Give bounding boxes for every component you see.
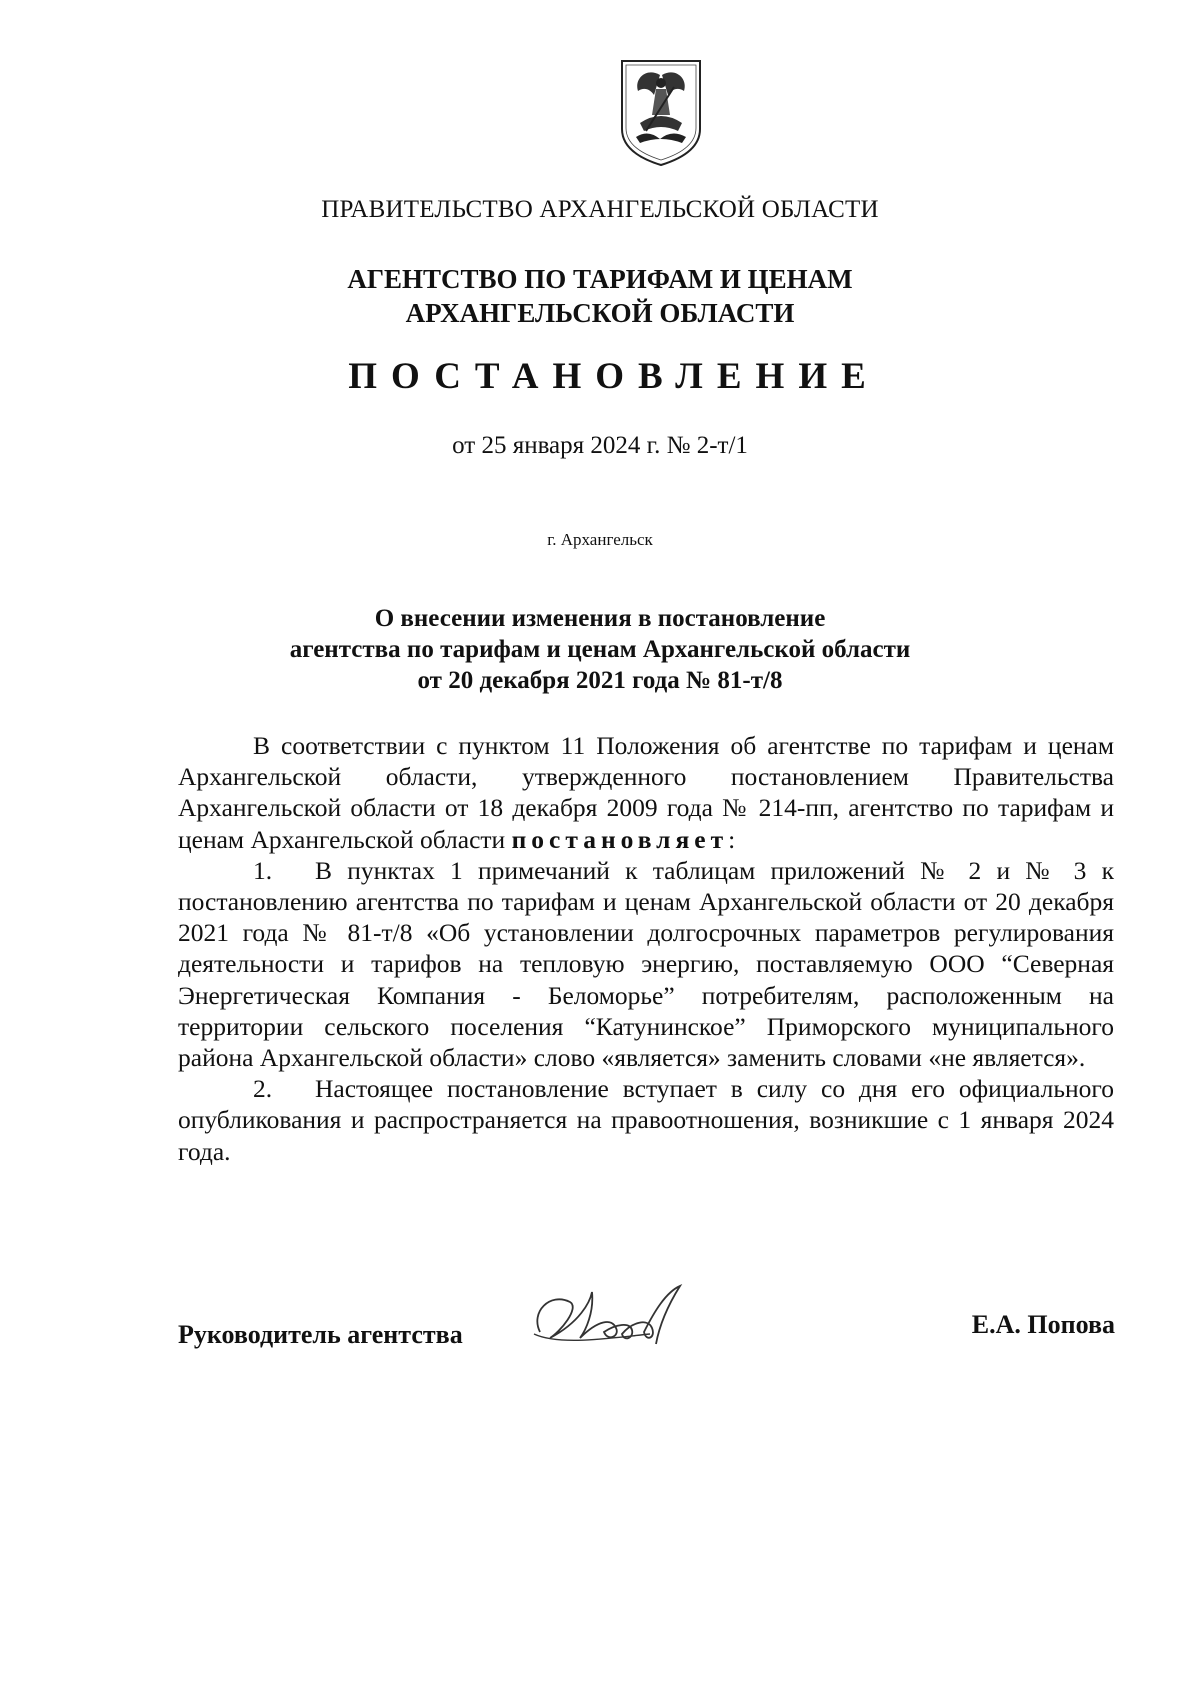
signatory-name: Е.А. Попова [971,1310,1115,1339]
document-date-number: от 25 января 2024 г. № 2-т/1 [452,432,748,459]
handwritten-signature [520,1272,720,1362]
item-1-number: 1. [253,855,273,885]
item-1-text: В пунктах 1 примечаний к таблицам приложений № 2 и № 3 к постановлению агентства по тарифам и ценам Архангельской области от 20 декабря 2021 года № 81-т/8 «Об установлении долгосрочных параметров регулирования деятельности и тарифов на тепловую энергию, поставляемую ООО “Северная Энергетическая Компания - Беломорье” потребителям, расположенным на территории сельского поселения “Катунинское” Приморского муниципального района Архангельской области» слово «является» заменить словами «не является». [178,855,1114,1073]
item-2-text: Настоящее постановление вступает в силу со дня его официального опубликования и распространяется на правоотношения, возникшие с 1 января 2024 года. [178,1074,1114,1166]
document-type: ПОСТАНОВЛЕНИЕ [348,356,880,397]
item-2-number: 2. [253,1074,273,1104]
coat-of-arms-emblem [616,57,706,169]
agency-name [0,262,1200,330]
decree-word: постановляет [511,824,729,854]
item-1-paragraph [178,855,1114,1073]
subject-line2: агентства по тарифам и ценам Архангельской области [289,636,911,663]
signatory-title: Руководитель агентства [178,1320,463,1349]
preamble-paragraph [178,730,1114,855]
preamble-text: В соответствии с пунктом 11 Положения об агентстве по тарифам и ценам Архангельской области, утвержденного постановлением Правительства Архангельской области от 18 декабря 2009 года № 214-пп, агентство по тарифам и ценам Архангельской области [178,731,1114,854]
item-2-paragraph [178,1073,1114,1167]
document-subject [0,603,1200,696]
agency-name-line2: АРХАНГЕЛЬСКОЙ ОБЛАСТИ [405,298,795,328]
agency-name-line1: АГЕНТСТВО ПО ТАРИФАМ И ЦЕНАМ [347,264,853,294]
document-city: г. Архангельск [547,530,653,549]
government-name: ПРАВИТЕЛЬСТВО АРХАНГЕЛЬСКОЙ ОБЛАСТИ [321,196,879,223]
subject-line1: О внесении изменения в постановление [374,605,826,632]
document-body [178,730,1114,1167]
subject-line3: от 20 декабря 2021 года № 81-т/8 [417,667,783,694]
decree-colon: : [728,824,736,854]
